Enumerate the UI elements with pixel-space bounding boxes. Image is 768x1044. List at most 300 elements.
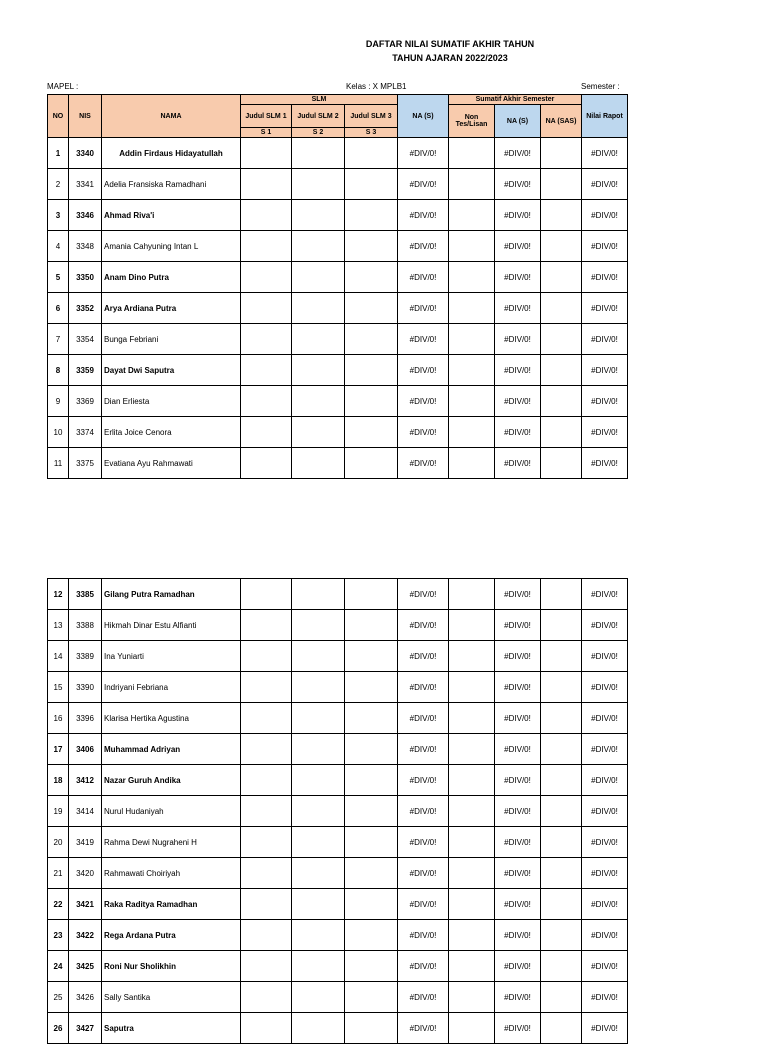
cell-non-tes [449,293,495,324]
header-s1: S 1 [241,128,292,138]
cell-na-s-sas: #DIV/0! [495,293,541,324]
student-row [48,827,628,858]
row-no: 22 [48,889,69,920]
student-row [48,1013,628,1044]
cell-slm-1 [241,200,292,231]
row-no: 14 [48,641,69,672]
row-nis: 3419 [69,827,102,858]
cell-slm-3 [345,641,398,672]
row-nis: 3425 [69,951,102,982]
row-nis: 3346 [69,200,102,231]
row-nama: Nazar Guruh Andika [102,765,241,796]
cell-na-s: #DIV/0! [398,1013,449,1044]
cell-nilai-rapot: #DIV/0! [582,703,628,734]
cell-na-s-sas: #DIV/0! [495,951,541,982]
cell-slm-1 [241,262,292,293]
cell-slm-3 [345,765,398,796]
cell-na-s-sas: #DIV/0! [495,138,541,169]
cell-slm-1 [241,231,292,262]
header-judul-slm-1: Judul SLM 1 [241,105,292,128]
grades-table-page2 [47,578,628,1044]
cell-na-s: #DIV/0! [398,858,449,889]
cell-nilai-rapot: #DIV/0! [582,827,628,858]
row-nis: 3396 [69,703,102,734]
cell-nilai-rapot: #DIV/0! [582,262,628,293]
row-no: 19 [48,796,69,827]
row-nis: 3385 [69,579,102,610]
cell-na-s: #DIV/0! [398,765,449,796]
cell-slm-3 [345,889,398,920]
cell-na-sas [541,703,582,734]
cell-slm-3 [345,920,398,951]
cell-na-sas [541,200,582,231]
cell-na-sas [541,920,582,951]
cell-na-sas [541,827,582,858]
cell-slm-3 [345,448,398,479]
row-nis: 3348 [69,231,102,262]
cell-non-tes [449,889,495,920]
cell-slm-3 [345,417,398,448]
row-no: 12 [48,579,69,610]
cell-slm-1 [241,982,292,1013]
cell-na-s-sas: #DIV/0! [495,610,541,641]
cell-slm-3 [345,858,398,889]
row-nis: 3374 [69,417,102,448]
cell-non-tes [449,672,495,703]
cell-nilai-rapot: #DIV/0! [582,355,628,386]
cell-na-s: #DIV/0! [398,734,449,765]
cell-na-s-sas: #DIV/0! [495,386,541,417]
cell-slm-3 [345,355,398,386]
grades-table-page1 [47,94,628,479]
cell-na-s: #DIV/0! [398,703,449,734]
cell-na-s-sas: #DIV/0! [495,355,541,386]
cell-slm-2 [292,703,345,734]
cell-slm-2 [292,231,345,262]
cell-na-s: #DIV/0! [398,448,449,479]
cell-na-s-sas: #DIV/0! [495,703,541,734]
cell-na-s: #DIV/0! [398,920,449,951]
header-s3: S 3 [345,128,398,138]
cell-slm-2 [292,1013,345,1044]
row-nama: Dian Erliesta [102,386,241,417]
cell-non-tes [449,355,495,386]
cell-non-tes [449,169,495,200]
header-s2: S 2 [292,128,345,138]
cell-slm-2 [292,858,345,889]
cell-slm-2 [292,734,345,765]
cell-slm-1 [241,920,292,951]
semester-label: Semester : [581,82,620,91]
header-na-s: NA (S) [398,95,449,138]
row-nama: Arya Ardiana Putra [102,293,241,324]
cell-slm-1 [241,138,292,169]
cell-na-sas [541,417,582,448]
cell-na-s: #DIV/0! [398,417,449,448]
cell-na-sas [541,672,582,703]
student-row [48,858,628,889]
cell-slm-3 [345,1013,398,1044]
row-no: 25 [48,982,69,1013]
row-nama: Addin Firdaus Hidayatullah [102,138,241,169]
cell-nilai-rapot: #DIV/0! [582,982,628,1013]
cell-na-sas [541,951,582,982]
cell-na-sas [541,765,582,796]
cell-na-s-sas: #DIV/0! [495,889,541,920]
cell-na-s-sas: #DIV/0! [495,231,541,262]
cell-nilai-rapot: #DIV/0! [582,417,628,448]
cell-slm-2 [292,827,345,858]
cell-non-tes [449,610,495,641]
kelas-label: Kelas : X MPLB1 [346,82,407,91]
row-nis: 3354 [69,324,102,355]
cell-nilai-rapot: #DIV/0! [582,200,628,231]
document-title: DAFTAR NILAI SUMATIF AKHIR TAHUN [365,39,535,49]
cell-slm-2 [292,169,345,200]
cell-non-tes [449,734,495,765]
row-no: 4 [48,231,69,262]
cell-na-s: #DIV/0! [398,610,449,641]
cell-slm-2 [292,672,345,703]
row-nama: Rahma Dewi Nugraheni H [102,827,241,858]
cell-na-s: #DIV/0! [398,951,449,982]
row-no: 21 [48,858,69,889]
student-row [48,672,628,703]
row-nama: Sally Santika [102,982,241,1013]
cell-na-s: #DIV/0! [398,262,449,293]
row-no: 3 [48,200,69,231]
cell-na-s-sas: #DIV/0! [495,417,541,448]
student-row [48,417,628,448]
row-nama: Dayat Dwi Saputra [102,355,241,386]
row-nama: Adelia Fransiska Ramadhani [102,169,241,200]
row-nis: 3389 [69,641,102,672]
cell-non-tes [449,641,495,672]
cell-na-s: #DIV/0! [398,169,449,200]
cell-slm-1 [241,579,292,610]
student-row [48,734,628,765]
cell-slm-1 [241,641,292,672]
cell-slm-2 [292,355,345,386]
row-nama: Gilang Putra Ramadhan [102,579,241,610]
cell-na-s-sas: #DIV/0! [495,324,541,355]
cell-slm-2 [292,417,345,448]
cell-slm-1 [241,858,292,889]
row-nama: Ahmad Riva'i [102,200,241,231]
cell-na-sas [541,138,582,169]
header-nama: NAMA [102,95,241,138]
student-row [48,765,628,796]
row-nis: 3426 [69,982,102,1013]
cell-nilai-rapot: #DIV/0! [582,920,628,951]
cell-na-sas [541,982,582,1013]
header-na-s-sas: NA (S) [495,105,541,138]
cell-slm-3 [345,579,398,610]
student-row [48,448,628,479]
cell-na-s: #DIV/0! [398,641,449,672]
header-slm: SLM [241,95,398,105]
cell-non-tes [449,827,495,858]
cell-slm-1 [241,796,292,827]
cell-slm-3 [345,951,398,982]
student-row [48,920,628,951]
student-row [48,982,628,1013]
cell-na-sas [541,734,582,765]
cell-slm-3 [345,293,398,324]
cell-non-tes [449,951,495,982]
student-row [48,262,628,293]
row-nama: Evatiana Ayu Rahmawati [102,448,241,479]
cell-nilai-rapot: #DIV/0! [582,579,628,610]
cell-slm-3 [345,982,398,1013]
student-row [48,293,628,324]
row-no: 16 [48,703,69,734]
cell-non-tes [449,858,495,889]
row-no: 5 [48,262,69,293]
cell-non-tes [449,386,495,417]
cell-na-s-sas: #DIV/0! [495,262,541,293]
row-nis: 3350 [69,262,102,293]
row-nama: Nurul Hudaniyah [102,796,241,827]
row-no: 11 [48,448,69,479]
row-nama: Anam Dino Putra [102,262,241,293]
row-nis: 3388 [69,610,102,641]
cell-na-s: #DIV/0! [398,889,449,920]
cell-na-s-sas: #DIV/0! [495,734,541,765]
row-nama: Klarisa Hertika Agustina [102,703,241,734]
cell-na-sas [541,324,582,355]
cell-slm-1 [241,672,292,703]
cell-slm-2 [292,765,345,796]
cell-na-s: #DIV/0! [398,827,449,858]
student-row [48,703,628,734]
cell-na-s-sas: #DIV/0! [495,169,541,200]
cell-nilai-rapot: #DIV/0! [582,448,628,479]
cell-nilai-rapot: #DIV/0! [582,889,628,920]
cell-slm-3 [345,796,398,827]
cell-na-s: #DIV/0! [398,138,449,169]
cell-slm-2 [292,293,345,324]
student-row [48,641,628,672]
cell-slm-1 [241,765,292,796]
student-row [48,200,628,231]
cell-na-s: #DIV/0! [398,324,449,355]
row-nis: 3340 [69,138,102,169]
row-nama: Erlita Joice Cenora [102,417,241,448]
cell-na-s-sas: #DIV/0! [495,672,541,703]
cell-na-sas [541,262,582,293]
cell-slm-1 [241,169,292,200]
cell-slm-2 [292,138,345,169]
cell-na-s: #DIV/0! [398,293,449,324]
cell-slm-3 [345,138,398,169]
cell-na-s: #DIV/0! [398,200,449,231]
cell-na-sas [541,448,582,479]
row-nis: 3412 [69,765,102,796]
cell-non-tes [449,324,495,355]
cell-slm-3 [345,672,398,703]
cell-na-s: #DIV/0! [398,796,449,827]
row-nis: 3352 [69,293,102,324]
cell-slm-2 [292,889,345,920]
cell-slm-1 [241,448,292,479]
student-row [48,169,628,200]
cell-na-s: #DIV/0! [398,982,449,1013]
row-nama: Rahmawati Choiriyah [102,858,241,889]
student-row [48,355,628,386]
row-no: 6 [48,293,69,324]
cell-non-tes [449,982,495,1013]
row-nis: 3359 [69,355,102,386]
cell-na-s-sas: #DIV/0! [495,765,541,796]
cell-na-s: #DIV/0! [398,672,449,703]
cell-non-tes [449,703,495,734]
cell-non-tes [449,200,495,231]
cell-non-tes [449,138,495,169]
cell-na-sas [541,231,582,262]
cell-slm-2 [292,796,345,827]
cell-non-tes [449,448,495,479]
row-nis: 3390 [69,672,102,703]
student-row [48,610,628,641]
cell-na-s-sas: #DIV/0! [495,1013,541,1044]
row-no: 18 [48,765,69,796]
cell-slm-3 [345,386,398,417]
cell-slm-1 [241,827,292,858]
cell-slm-2 [292,579,345,610]
row-no: 24 [48,951,69,982]
cell-non-tes [449,796,495,827]
cell-nilai-rapot: #DIV/0! [582,293,628,324]
header-nilai-rapot: Nilai Rapot [582,95,628,138]
cell-slm-1 [241,386,292,417]
row-no: 26 [48,1013,69,1044]
cell-slm-3 [345,827,398,858]
cell-nilai-rapot: #DIV/0! [582,641,628,672]
cell-na-sas [541,610,582,641]
cell-non-tes [449,765,495,796]
cell-na-sas [541,889,582,920]
row-nis: 3375 [69,448,102,479]
student-row [48,579,628,610]
row-no: 17 [48,734,69,765]
cell-slm-3 [345,200,398,231]
cell-nilai-rapot: #DIV/0! [582,386,628,417]
row-no: 10 [48,417,69,448]
cell-slm-1 [241,417,292,448]
row-nis: 3369 [69,386,102,417]
cell-nilai-rapot: #DIV/0! [582,796,628,827]
student-row [48,889,628,920]
cell-nilai-rapot: #DIV/0! [582,765,628,796]
cell-non-tes [449,231,495,262]
cell-na-sas [541,293,582,324]
row-nama: Roni Nur Sholikhin [102,951,241,982]
cell-non-tes [449,417,495,448]
student-row [48,231,628,262]
header-no: NO [48,95,69,138]
cell-nilai-rapot: #DIV/0! [582,951,628,982]
cell-slm-3 [345,262,398,293]
cell-nilai-rapot: #DIV/0! [582,858,628,889]
cell-slm-1 [241,734,292,765]
header-non-tes: Non Tes/Lisan [449,105,495,138]
row-no: 20 [48,827,69,858]
row-nis: 3421 [69,889,102,920]
row-no: 13 [48,610,69,641]
cell-na-s-sas: #DIV/0! [495,858,541,889]
cell-non-tes [449,262,495,293]
row-no: 7 [48,324,69,355]
cell-slm-2 [292,920,345,951]
cell-na-s: #DIV/0! [398,355,449,386]
header-nis: NIS [69,95,102,138]
cell-non-tes [449,1013,495,1044]
student-row [48,951,628,982]
cell-nilai-rapot: #DIV/0! [582,138,628,169]
student-row [48,324,628,355]
cell-na-s-sas: #DIV/0! [495,796,541,827]
cell-na-sas [541,355,582,386]
header-na-sas: NA (SAS) [541,105,582,138]
cell-na-s-sas: #DIV/0! [495,827,541,858]
row-nama: Amania Cahyuning Intan L [102,231,241,262]
student-row [48,796,628,827]
row-no: 1 [48,138,69,169]
cell-slm-2 [292,610,345,641]
row-nis: 3420 [69,858,102,889]
row-nis: 3427 [69,1013,102,1044]
row-no: 9 [48,386,69,417]
row-nama: Muhammad Adriyan [102,734,241,765]
cell-slm-1 [241,355,292,386]
cell-non-tes [449,920,495,951]
cell-na-sas [541,641,582,672]
header-sas: Sumatif Akhir Semester [449,95,582,105]
row-nama: Ina Yuniarti [102,641,241,672]
cell-na-s-sas: #DIV/0! [495,200,541,231]
cell-slm-2 [292,951,345,982]
row-no: 15 [48,672,69,703]
row-nis: 3341 [69,169,102,200]
cell-slm-1 [241,324,292,355]
cell-slm-2 [292,982,345,1013]
cell-slm-1 [241,1013,292,1044]
cell-slm-1 [241,293,292,324]
row-no: 8 [48,355,69,386]
mapel-label: MAPEL : [47,82,79,91]
cell-slm-1 [241,610,292,641]
row-nama: Rega Ardana Putra [102,920,241,951]
cell-nilai-rapot: #DIV/0! [582,324,628,355]
cell-slm-1 [241,951,292,982]
cell-nilai-rapot: #DIV/0! [582,231,628,262]
cell-slm-2 [292,200,345,231]
row-nis: 3414 [69,796,102,827]
row-nama: Saputra [102,1013,241,1044]
student-row [48,138,628,169]
cell-na-sas [541,796,582,827]
cell-nilai-rapot: #DIV/0! [582,734,628,765]
cell-na-s: #DIV/0! [398,231,449,262]
header-judul-slm-3: Judul SLM 3 [345,105,398,128]
cell-nilai-rapot: #DIV/0! [582,610,628,641]
cell-nilai-rapot: #DIV/0! [582,1013,628,1044]
row-nis: 3406 [69,734,102,765]
row-nama: Bunga Febriani [102,324,241,355]
cell-na-sas [541,579,582,610]
row-nama: Raka Raditya Ramadhan [102,889,241,920]
